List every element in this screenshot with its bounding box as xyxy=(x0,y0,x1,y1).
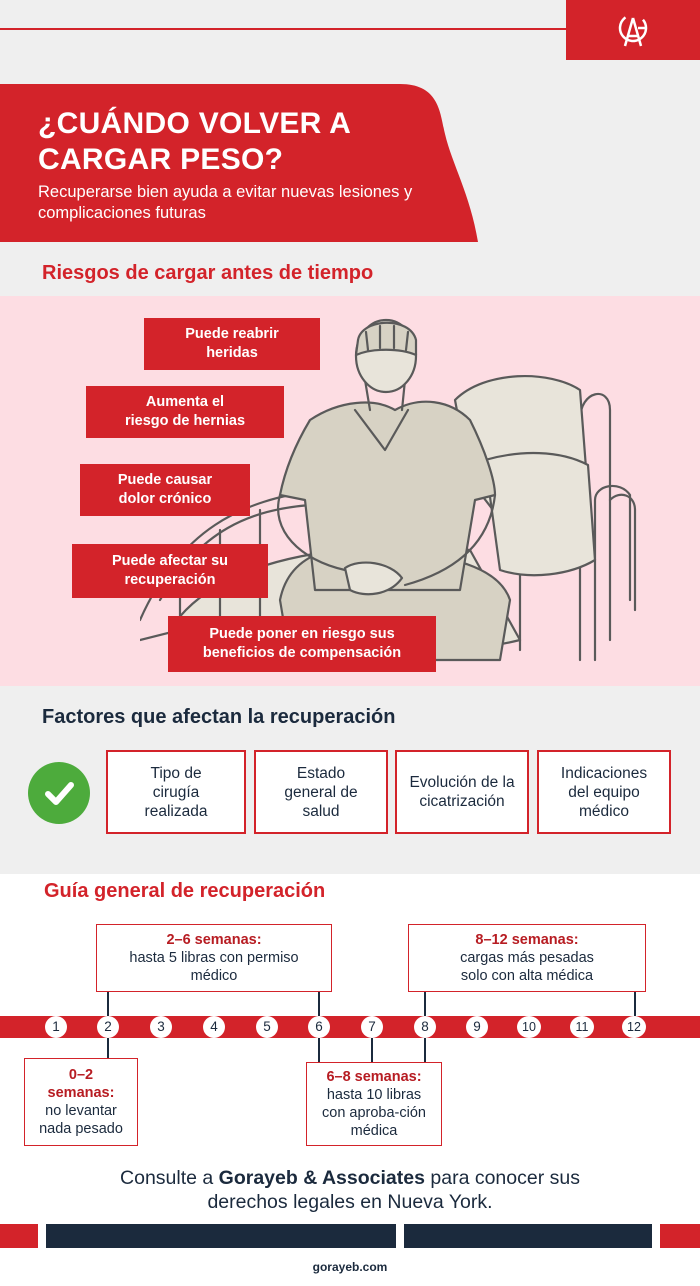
logo[interactable] xyxy=(566,0,700,60)
callout-period: 6–8 semanas: xyxy=(326,1069,422,1085)
week-marker: 12 xyxy=(622,1016,646,1038)
factor-medical-team: Indicaciones del equipo médico xyxy=(537,750,671,834)
header-rule xyxy=(0,28,566,30)
risk-item-recovery: Puede afectar su recuperación xyxy=(72,544,268,598)
consult-message xyxy=(0,1166,700,1214)
risk-item-compensation: Puede poner en riesgo sus beneficios de compensación xyxy=(168,616,436,672)
footer-bar xyxy=(46,1224,396,1248)
week-marker: 11 xyxy=(570,1016,594,1038)
week-marker: 6 xyxy=(308,1016,330,1038)
footer-bar xyxy=(0,1224,38,1248)
footer-bar xyxy=(660,1224,700,1248)
logo-icon xyxy=(616,10,650,50)
callout-text: cargas más pesadas solo con alta médica xyxy=(460,950,594,984)
check-icon xyxy=(28,762,90,824)
guide-title: Guía general de recuperación xyxy=(44,880,326,902)
week-marker: 10 xyxy=(517,1016,541,1038)
callout-stem xyxy=(318,992,320,1018)
page-title: ¿CUÁNDO VOLVER A CARGAR PESO? xyxy=(38,107,351,176)
week-marker: 2 xyxy=(97,1016,119,1038)
factors-title: Factores que afectan la recuperación xyxy=(42,706,396,728)
callout-8-12-weeks xyxy=(408,924,646,992)
footer-url-link[interactable]: gorayeb.com xyxy=(312,1260,388,1274)
week-marker: 8 xyxy=(414,1016,436,1038)
risks-title: Riesgos de cargar antes de tiempo xyxy=(42,262,374,284)
risk-item-hernias: Aumenta el riesgo de hernias xyxy=(86,386,284,438)
callout-stem xyxy=(424,992,426,1018)
firm-name: Gorayeb & Associates xyxy=(218,1167,425,1189)
callout-period: 2–6 semanas: xyxy=(166,932,262,948)
callout-stem xyxy=(318,1036,320,1062)
week-marker: 7 xyxy=(361,1016,383,1038)
callout-stem xyxy=(371,1036,373,1062)
callout-period: 8–12 semanas: xyxy=(475,932,579,948)
week-marker: 1 xyxy=(45,1016,67,1038)
callout-text: no levantar nada pesado xyxy=(39,1103,123,1137)
callout-text: hasta 10 libras con aproba-ción médica xyxy=(322,1087,426,1139)
callout-0-2-weeks xyxy=(24,1058,138,1146)
callout-period: 0–2 semanas: xyxy=(47,1067,115,1101)
callout-6-8-weeks xyxy=(306,1062,442,1146)
callout-stem xyxy=(634,992,636,1018)
callout-2-6-weeks xyxy=(96,924,332,992)
page-subtitle: Recuperarse bien ayuda a evitar nuevas lesiones y complicaciones futuras xyxy=(38,183,413,222)
consult-prefix: Consulte a xyxy=(120,1167,219,1189)
callout-text: hasta 5 libras con permiso médico xyxy=(129,950,299,984)
footer-bar xyxy=(404,1224,652,1248)
callout-stem xyxy=(424,1036,426,1062)
week-marker: 4 xyxy=(203,1016,225,1038)
factor-general-health: Estado general de salud xyxy=(254,750,388,834)
factor-surgery-type: Tipo de cirugía realizada xyxy=(106,750,246,834)
callout-stem xyxy=(107,992,109,1018)
week-marker: 5 xyxy=(256,1016,278,1038)
factor-healing: Evolución de la cicatrización xyxy=(395,750,529,834)
consult-suffix: para conocer sus derechos legales en Nueva York. xyxy=(207,1167,580,1213)
week-marker: 3 xyxy=(150,1016,172,1038)
callout-stem xyxy=(107,1036,109,1058)
risk-item-chronic-pain: Puede causar dolor crónico xyxy=(80,464,250,516)
risk-item-reopen-wounds: Puede reabrir heridas xyxy=(144,318,320,370)
week-marker: 9 xyxy=(466,1016,488,1038)
